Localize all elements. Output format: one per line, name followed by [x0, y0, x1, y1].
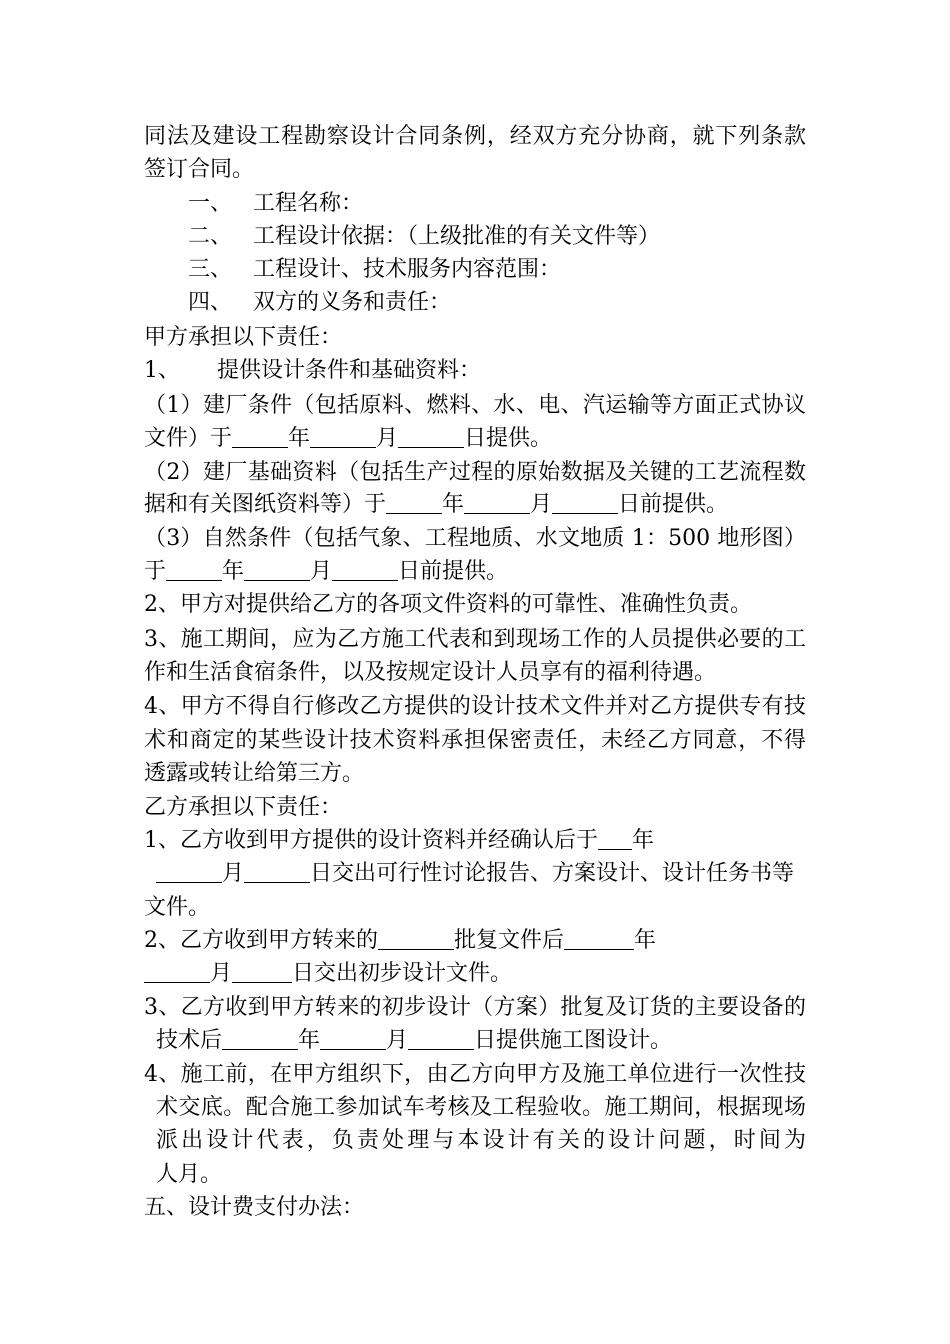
blank-month	[156, 860, 222, 883]
blank-day	[232, 960, 292, 983]
blank-month	[464, 491, 530, 514]
text-run: 日提供。	[464, 426, 553, 451]
paragraph-line: 3、施工期间，应为乙方施工代表和到现场工作的人员提供必要的工	[144, 627, 806, 652]
text-run: 月	[386, 1028, 409, 1053]
text-run: 日前提供。	[618, 492, 729, 517]
text-run: 年	[634, 928, 657, 953]
party-a-heading: 甲方承担以下责任：	[144, 325, 343, 350]
text-run: 于	[144, 559, 167, 584]
blank-document	[378, 927, 454, 950]
text-run: 日交出初步设计文件。	[292, 961, 513, 986]
section-number: 四、	[188, 290, 233, 315]
paragraph-line: 签订合同。	[144, 157, 255, 182]
paragraph-line: 人月。	[156, 1162, 223, 1187]
blank-year	[598, 827, 632, 850]
section-number: 一、	[188, 191, 233, 216]
blank-month	[244, 558, 310, 581]
text-run: 日提供施工图设计。	[474, 1028, 673, 1053]
paragraph-line: 3、乙方收到甲方转来的初步设计（方案）批复及订货的主要设备的	[144, 995, 806, 1020]
text-run: 年	[298, 1028, 321, 1053]
text-run: 年	[632, 828, 655, 853]
paragraph-line	[144, 424, 552, 454]
blank-day	[408, 1027, 474, 1050]
paragraph-line	[144, 557, 508, 587]
section-title: 工程设计依据：（上级批准的有关文件等）	[253, 224, 661, 249]
section-title: 双方的义务和责任：	[253, 290, 452, 315]
text-run: 日前提供。	[398, 559, 509, 584]
paragraph-line: （2）建厂基础资料（包括生产过程的原始数据及关键的工艺流程数	[144, 460, 806, 485]
list-item	[144, 356, 481, 386]
paragraph-line: （3）自然条件（包括气象、工程地质、水文地质 1：500 地形图）	[144, 526, 806, 551]
blank-year	[232, 425, 288, 448]
text-run: 年	[288, 426, 311, 451]
blank-day	[398, 425, 464, 448]
text-run: 技术后	[156, 1028, 223, 1053]
blank-day	[332, 558, 398, 581]
paragraph-line: 术交底。配合施工参加试车考核及工程验收。施工期间，根据现场	[156, 1095, 806, 1120]
section-heading-5: 五、设计费支付办法：	[144, 1195, 365, 1220]
paragraph-line	[156, 859, 794, 889]
section-heading-4	[188, 288, 451, 318]
paragraph-line: 4、甲方不得自行修改乙方提供的设计技术文件并对乙方提供专有技	[144, 694, 806, 719]
blank-year	[166, 558, 222, 581]
paragraph-line	[156, 1026, 672, 1056]
text-run: 2、乙方收到甲方转来的	[144, 928, 378, 953]
blank-year	[386, 491, 442, 514]
blank-day	[244, 860, 310, 883]
text-run: 1、乙方收到甲方提供的设计资料并经确认后于	[144, 828, 598, 853]
paragraph-line: （1）建厂条件（包括原料、燃料、水、电、汽运输等方面正式协议	[144, 393, 806, 418]
paragraph-line	[144, 826, 654, 856]
text-run: 批复文件后	[454, 928, 565, 953]
section-title: 工程设计、技术服务内容范围：	[253, 257, 562, 282]
paragraph-line: 同法及建设工程勘察设计合同条例，经双方充分协商，就下列条款	[144, 124, 806, 149]
paragraph-line: 文件。	[144, 895, 211, 920]
blank-day	[552, 491, 618, 514]
text-run: 月	[222, 861, 245, 886]
paragraph-line	[144, 490, 728, 520]
paragraph-line: 术和商定的某些设计技术资料承担保密责任，未经乙方同意，不得	[144, 728, 806, 753]
item-number: 1、	[144, 358, 180, 383]
party-b-heading: 乙方承担以下责任：	[144, 795, 343, 820]
paragraph-line: 4、施工前，在甲方组织下，由乙方向甲方及施工单位进行一次性技	[144, 1062, 806, 1087]
paragraph-line	[144, 926, 656, 956]
blank-month	[320, 1027, 386, 1050]
blank-year	[564, 927, 634, 950]
section-heading-3	[188, 255, 561, 285]
section-heading-2	[188, 222, 660, 252]
text-run: 文件）于	[144, 426, 233, 451]
text-run: 年	[442, 492, 465, 517]
blank-month	[144, 960, 210, 983]
blank-month	[310, 425, 376, 448]
paragraph-line: 派出设计代表，负责处理与本设计有关的设计问题，时间为	[156, 1128, 806, 1153]
text-run: 日交出可行性讨论报告、方案设计、设计任务书等	[310, 861, 795, 886]
text-run: 年	[222, 559, 245, 584]
item-text: 提供设计条件和基础资料：	[217, 358, 482, 383]
section-number: 二、	[188, 224, 233, 249]
text-run: 月	[210, 961, 233, 986]
text-run: 月	[376, 426, 399, 451]
paragraph-line: 2、甲方对提供给乙方的各项文件资料的可靠性、准确性负责。	[144, 592, 752, 617]
blank-year	[222, 1027, 298, 1050]
text-run: 月	[310, 559, 333, 584]
text-run: 据和有关图纸资料等）于	[144, 492, 387, 517]
section-number: 三、	[188, 257, 233, 282]
paragraph-line: 作和生活食宿条件，以及按规定设计人员享有的福利待遇。	[144, 660, 717, 685]
section-title: 工程名称：	[253, 191, 364, 216]
text-run: 月	[530, 492, 553, 517]
paragraph-line: 透露或转让给第三方。	[144, 761, 365, 786]
paragraph-line	[144, 959, 512, 989]
section-heading-1	[188, 189, 363, 219]
